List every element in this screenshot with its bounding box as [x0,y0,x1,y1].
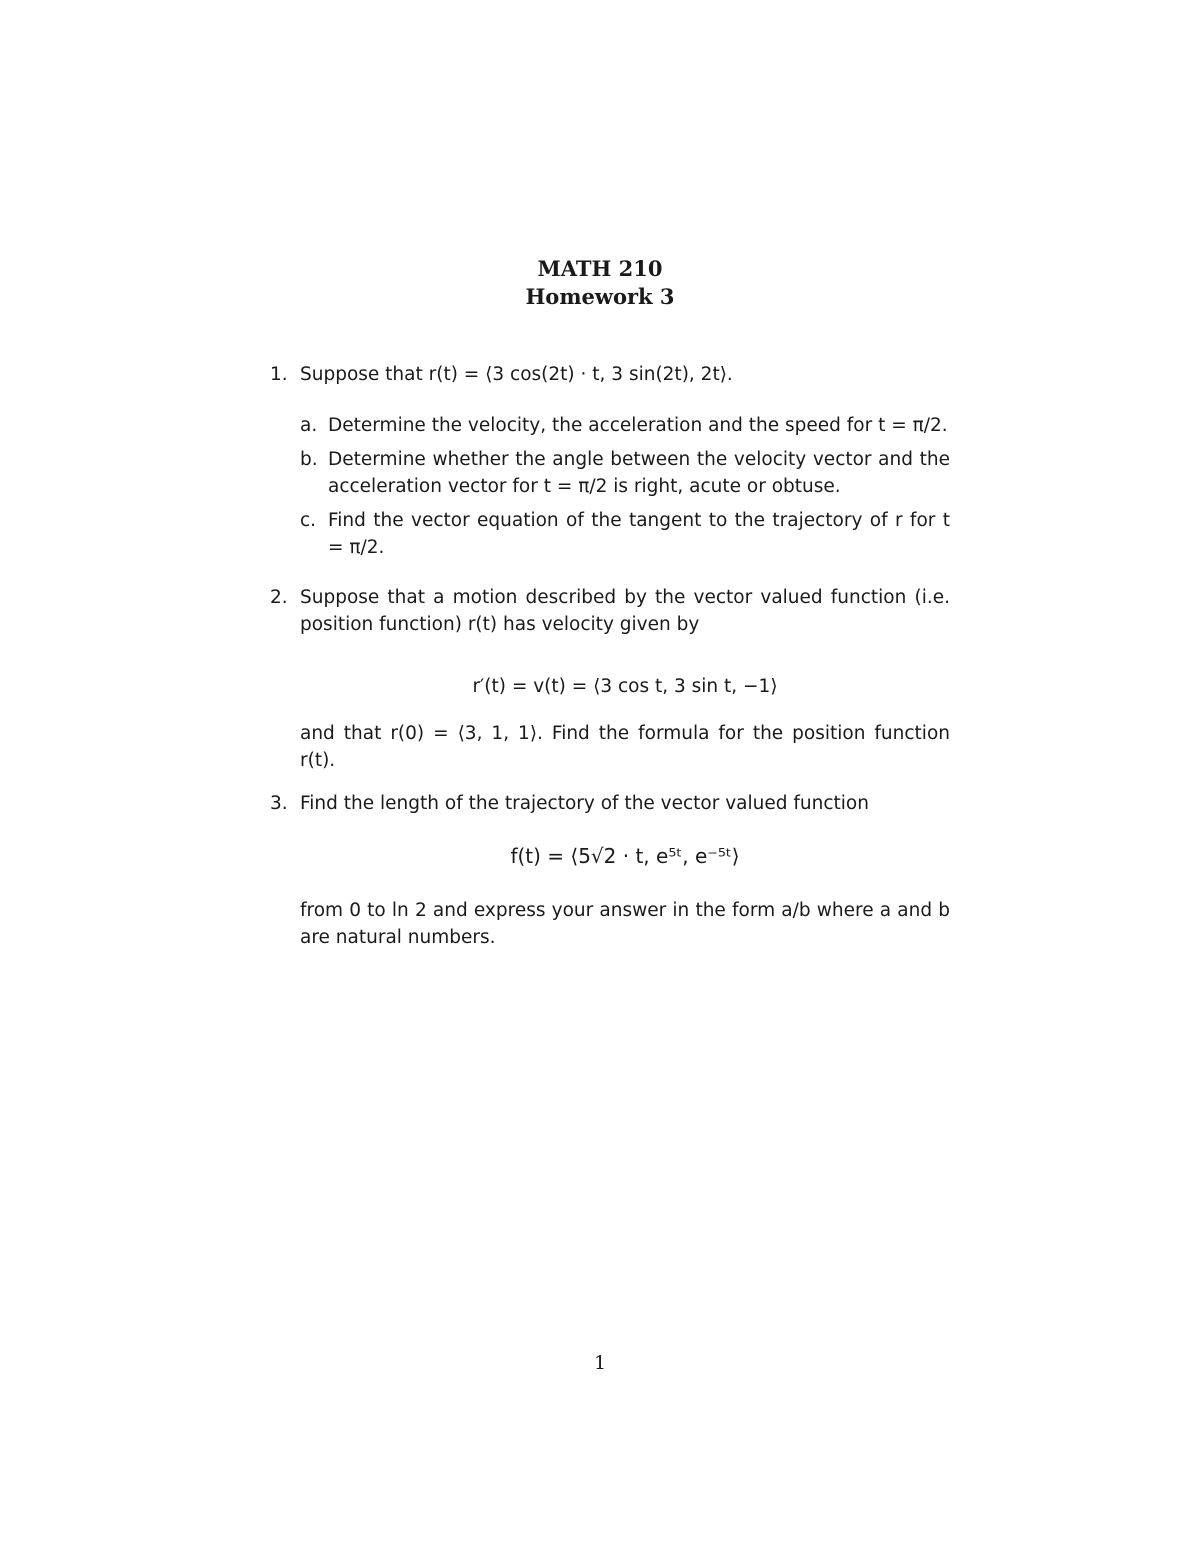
problem-1-part-a [300,412,950,439]
problem-1-part-c [300,507,950,561]
part-b-label: b. [300,449,318,470]
problem-1-text: Suppose that r(t) = ⟨3 cos(2t) · t, 3 sin(2t), 2t⟩. [300,364,733,385]
assignment-title: Homework 3 [525,284,675,309]
problem-3-number: 3. [270,793,288,814]
problem-2-text: Suppose that a motion described by the vector valued function (i.e. position function) r(t) has velocity given by [300,587,950,635]
part-a-text: Determine the velocity, the acceleration and the speed for t = π/2. [328,415,948,436]
problem-3 [270,790,950,817]
problem-3-followup: from 0 to ln 2 and express your answer in the form a/b where a and b are natural numbers. [300,900,950,948]
problem-2-number: 2. [270,587,288,608]
part-c-label: c. [300,510,317,531]
title-block [0,255,1200,311]
problem-3-text: Find the length of the trajectory of the vector valued function [300,793,869,814]
problem-1 [270,361,950,388]
problem-2-equation: r′(t) = v(t) = ⟨3 cos t, 3 sin t, −1⟩ [472,676,778,697]
course-title: MATH 210 [537,256,663,281]
page-number: 1 [593,1352,607,1374]
part-c-text: Find the vector equation of the tangent to the trajectory of r for t = π/2. [328,510,950,558]
problem-2-followup: and that r(0) = ⟨3, 1, 1⟩. Find the formula for the position function r(t). [300,723,950,771]
problem-1-part-b [300,446,950,500]
part-a-label: a. [300,415,318,436]
problem-2 [270,584,950,638]
part-b-text: Determine whether the angle between the velocity vector and the acceleration vector for t = π/2 is right, acute or obtuse. [328,449,950,497]
problem-3-equation: f(t) = ⟨5√2 · t, e⁵ᵗ, e⁻⁵ᵗ⟩ [510,844,740,868]
problem-1-number: 1. [270,364,288,385]
